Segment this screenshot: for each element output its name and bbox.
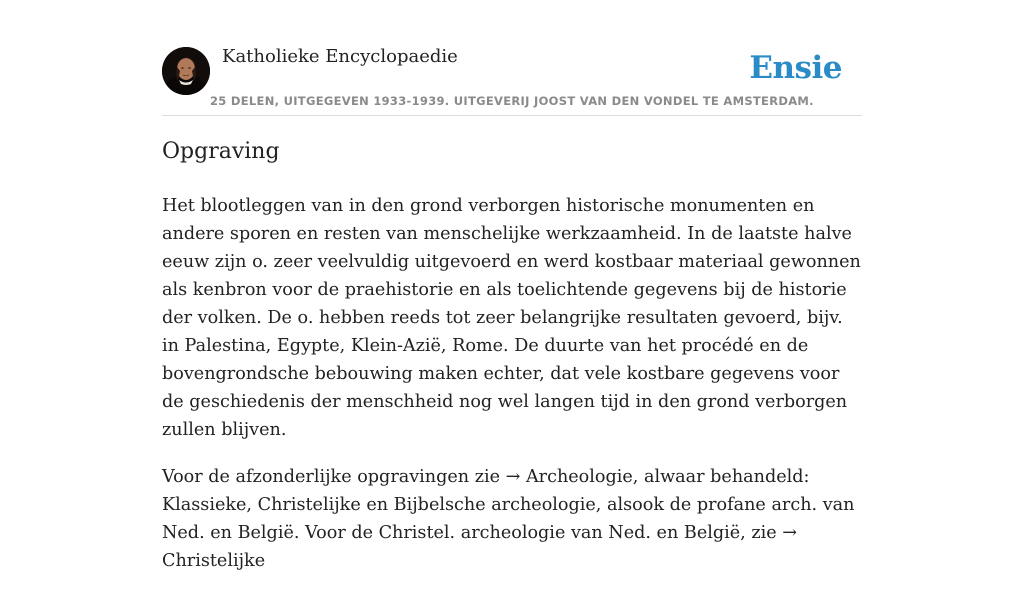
arrow-right-icon: → (505, 467, 521, 487)
page (162, 0, 862, 571)
source-header (162, 0, 862, 116)
arrow-right-icon: → (782, 523, 797, 543)
paragraph-text: , alwaar behandeld: Klassieke, Christelijke en Bijbelsche archeologie, alsook de profane arch. van Ned. en België. Voor de Christel. archeologie van Ned. en België, zie (162, 467, 855, 543)
xref-link-archeologie[interactable]: Archeologie (525, 467, 633, 487)
source-title[interactable]: Katholieke Encyclopaedie (222, 46, 458, 67)
brand-logo[interactable]: Ensie (749, 50, 842, 86)
source-subtitle: 25 DELEN, UITGEGEVEN 1933-1939. UITGEVERIJ JOOST VAN DEN VONDEL TE AMSTERDAM. (210, 94, 814, 108)
entry-body (162, 192, 862, 594)
xref-link-christelijke[interactable]: Christelijke (162, 551, 266, 571)
paragraph: Het blootleggen van in den grond verborgen historische monumenten en andere sporen en resten van menschelijke werkzaamheid. In de laatste halve eeuw zijn o. zeer veelvuldig uitgevoerd en werd kostbaar materiaal gewonnen als kenbron voor de praehistorie en als toelichtende gegevens bij de historie der volken. De o. hebben reeds tot zeer belangrijke resultaten gevoerd, bijv. in Palestina, Egypte, Klein-Azië, Rome. De duurte van het procédé en de bovengrondsche bebouwing maken echter, dat vele kostbare gegevens voor de geschiedenis der menschheid nog wel langen tijd in den grond verborgen zullen blijven. (162, 196, 861, 440)
paragraph (162, 463, 862, 575)
entry-title: Opgraving (162, 139, 280, 164)
portrait-icon[interactable] (162, 47, 210, 95)
paragraph-text: Voor de afzonderlijke opgravingen zie (162, 467, 501, 487)
